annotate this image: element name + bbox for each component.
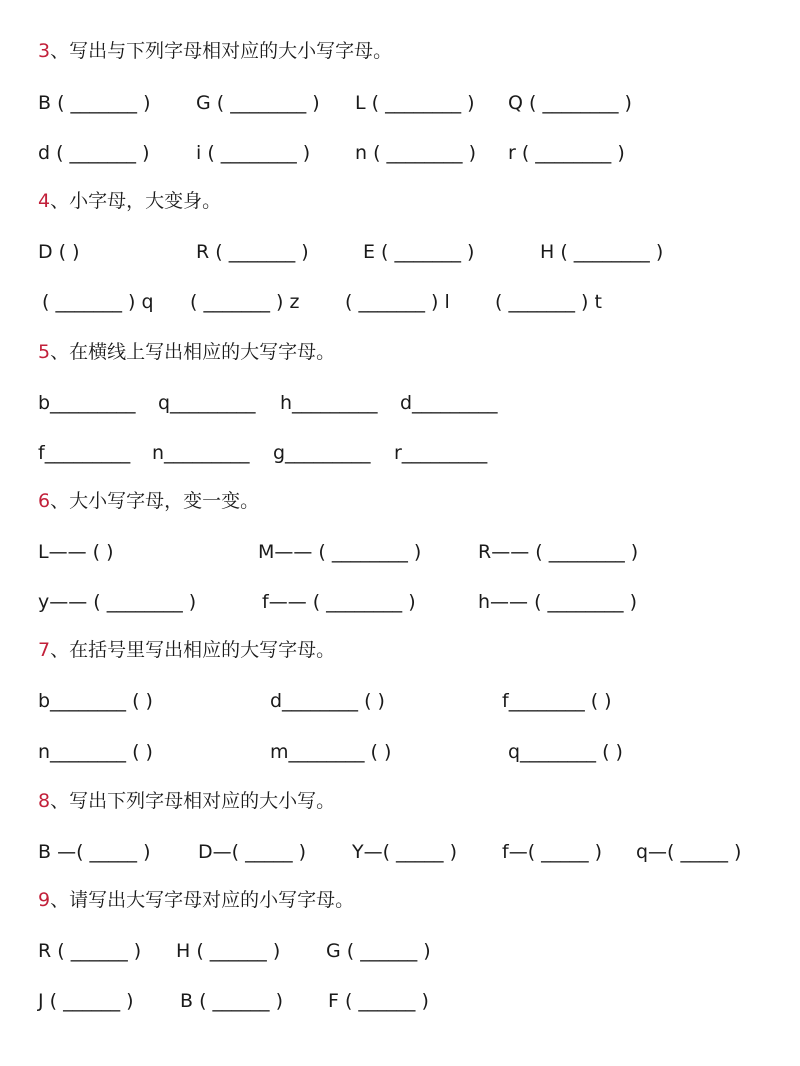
- exercise-item: b_________: [38, 392, 136, 414]
- exercise-item: Q ( ________ ): [508, 92, 632, 114]
- exercise-row: [0, 739, 800, 765]
- exercise-item: g_________: [273, 442, 371, 464]
- exercise-row: [0, 688, 800, 714]
- exercise-item: L ( ________ ): [355, 92, 475, 114]
- exercise-item: n ( ________ ): [355, 142, 476, 164]
- exercise-row: [0, 839, 800, 865]
- exercise-item: G ( ______ ): [326, 940, 431, 962]
- exercise-item: q_________: [158, 392, 256, 414]
- exercise-item: Y—( _____ ): [352, 841, 458, 863]
- exercise-item: R ( _______ ): [196, 241, 309, 263]
- exercise-item: i ( ________ ): [196, 142, 311, 164]
- exercise-row: [0, 589, 800, 615]
- exercise-item: R—— ( ________ ): [478, 541, 639, 563]
- section-8-heading: [38, 789, 335, 813]
- section-title: 、小字母，大变身。: [50, 190, 222, 212]
- section-title: 、写出下列字母相对应的大小写。: [50, 790, 336, 812]
- exercise-item: M—— ( ________ ): [258, 541, 422, 563]
- exercise-item: b________ ( ): [38, 690, 153, 712]
- exercise-item: D—( _____ ): [198, 841, 307, 863]
- exercise-item: h_________: [280, 392, 378, 414]
- exercise-item: E ( _______ ): [363, 241, 475, 263]
- exercise-item: H ( ________ ): [540, 241, 664, 263]
- section-number: 8: [38, 790, 51, 812]
- exercise-row: [0, 938, 800, 964]
- exercise-row: [0, 539, 800, 565]
- section-number: 6: [38, 490, 51, 512]
- exercise-item: H ( ______ ): [176, 940, 281, 962]
- exercise-row: [0, 289, 800, 315]
- exercise-item: F ( ______ ): [328, 990, 429, 1012]
- exercise-item: ( _______ ) t: [495, 291, 602, 313]
- section-4-heading: [38, 189, 221, 213]
- exercise-item: r_________: [394, 442, 488, 464]
- exercise-item: q—( _____ ): [636, 841, 742, 863]
- section-number: 7: [38, 639, 51, 661]
- exercise-item: f—— ( ________ ): [262, 591, 416, 613]
- section-number: 4: [38, 190, 51, 212]
- exercise-item: ( _______ ) q: [42, 291, 154, 313]
- exercise-item: n_________: [152, 442, 250, 464]
- exercise-item: B ( _______ ): [38, 92, 151, 114]
- section-title: 、请写出大写字母对应的小写字母。: [50, 889, 355, 911]
- exercise-item: f________ ( ): [502, 690, 612, 712]
- exercise-row: [0, 239, 800, 265]
- exercise-item: J ( ______ ): [38, 990, 134, 1012]
- section-title: 、在括号里写出相应的大写字母。: [50, 639, 336, 661]
- exercise-row: [0, 988, 800, 1014]
- section-title: 、在横线上写出相应的大写字母。: [50, 341, 336, 363]
- exercise-row: [0, 390, 800, 416]
- exercise-item: ( _______ ) z: [190, 291, 300, 313]
- exercise-row: [0, 140, 800, 166]
- section-number: 3: [38, 40, 51, 62]
- exercise-item: d_________: [400, 392, 498, 414]
- section-number: 5: [38, 341, 51, 363]
- exercise-item: q________ ( ): [508, 741, 623, 763]
- section-6-heading: [38, 489, 259, 513]
- exercise-row: [0, 90, 800, 116]
- section-9-heading: [38, 888, 354, 912]
- exercise-item: L—— ( ): [38, 541, 114, 563]
- exercise-row: [0, 440, 800, 466]
- section-title: 、大小写字母，变一变。: [50, 490, 260, 512]
- section-title: 、写出与下列字母相对应的大小写字母。: [50, 40, 393, 62]
- section-number: 9: [38, 889, 51, 911]
- exercise-item: r ( ________ ): [508, 142, 625, 164]
- exercise-item: B ( ______ ): [180, 990, 283, 1012]
- exercise-item: f_________: [38, 442, 131, 464]
- exercise-item: m________ ( ): [270, 741, 392, 763]
- exercise-item: n________ ( ): [38, 741, 153, 763]
- exercise-item: ( _______ ) l: [345, 291, 450, 313]
- exercise-item: f—( _____ ): [502, 841, 603, 863]
- exercise-item: G ( ________ ): [196, 92, 320, 114]
- exercise-item: d________ ( ): [270, 690, 385, 712]
- section-7-heading: [38, 638, 335, 662]
- exercise-item: D ( ): [38, 241, 80, 263]
- exercise-item: B —( _____ ): [38, 841, 151, 863]
- exercise-item: R ( ______ ): [38, 940, 142, 962]
- section-3-heading: [38, 39, 392, 63]
- exercise-item: d ( _______ ): [38, 142, 150, 164]
- exercise-item: y—— ( ________ ): [38, 591, 197, 613]
- section-5-heading: [38, 340, 335, 364]
- exercise-item: h—— ( ________ ): [478, 591, 637, 613]
